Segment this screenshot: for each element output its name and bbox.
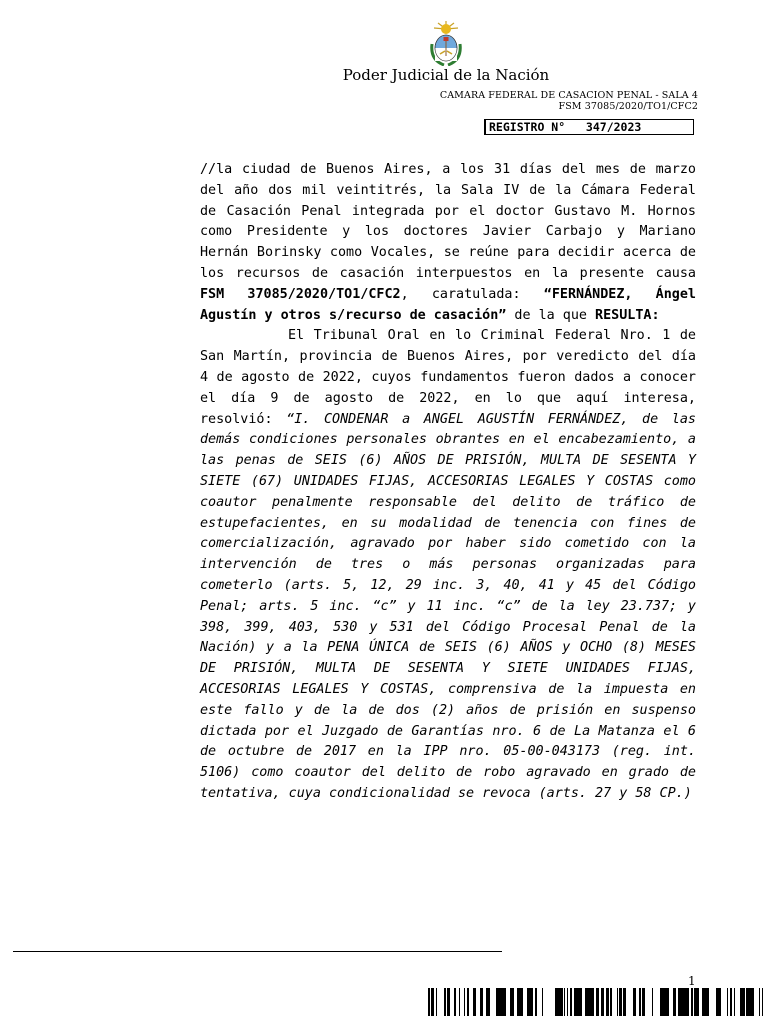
coat-of-arms-icon	[428, 20, 464, 66]
case-caption: “FERNÁNDEZ, Ángel Agustín y otros s/recurso de casación”	[200, 286, 696, 323]
case-reference: FSM 37085/2020/TO1/CFC2	[200, 286, 401, 302]
institution-name: Poder Judicial de la Nación	[342, 66, 550, 84]
document-body	[200, 160, 696, 805]
case-number: FSM 37085/2020/TO1/CFC2	[558, 101, 698, 112]
intro-text-2: , caratulada:	[400, 286, 544, 302]
ruling-quote: “I. CONDENAR a ANGEL AGUSTÍN FERNÁNDEZ, de las demás condiciones personales obrantes en el encabezamiento, a las penas de SEIS (6) AÑOS DE PRISIÓN, MULTA DE SESENTA Y SIETE (67) UNIDADES FIJAS, ACCESORIAS LEGALES Y COSTAS como coautor penalmente responsable del delito de tráfico de estupefacientes, en su modalidad de tenencia con fines de comercialización, agravado por haber sido cometido con la intervención de tres o más personas organizadas para cometerlo (arts. 5, 12, 29 inc. 3, 40, 41 y 45 del Código Penal; arts. 5 inc. “c” y 11 inc. “c” de la ley 23.737; y 398, 399, 403, 530 y 531 del Código Procesal Penal de la Nación) y a la PENA ÚNICA de SEIS (6) AÑOS y OCHO (8) MESES DE PRISIÓN, MULTA DE SESENTA Y SIETE UNIDADES FIJAS, ACCESORIAS LEGALES Y COSTAS, comprensiva de la impuesta en este fallo y de la de dos (2) años de prisión en suspenso dictada por el Juzgado de Garantías nro. 6 de La Matanza el 6 de octubre de 2017 en la IPP nro. 05-00-043173 (reg. int. 5106) como coautor del delito de robo agravado en grado de tentativa, cuya condicionalidad se revoca (arts. 27 y 58 CP.)	[200, 411, 696, 801]
page-number: 1	[688, 974, 696, 988]
intro-text: //la ciudad de Buenos Aires, a los 31 días del mes de marzo del año dos mil veintitrés, la Sala IV de la Cámara Federal de Casación Penal integrada por el doctor Gustavo M. Hornos como Presidente y los doctores Javier Carbajo y Mariano Hernán Borinsky como Vocales, se reúne para decidir acerca de los recursos de casación interpuestos en la presente causa	[200, 162, 696, 281]
intro-paragraph	[200, 160, 696, 326]
barcode-icon	[428, 988, 763, 1016]
chamber-name: CAMARA FEDERAL DE CASACION PENAL - SALA 4	[439, 90, 698, 101]
ruling-text: El Tribunal Oral en lo Criminal Federal Nro. 1 de San Martín, provincia de Buenos Aires, por veredicto del día 4 de agosto de 2022, cuyos fundamentos fueron dados a conocer el día 9 de agosto de 2022, en lo que aquí interesa, resolvió:	[200, 328, 696, 427]
intro-text-3: de la que	[506, 307, 596, 323]
resulta-heading: RESULTA:	[595, 307, 660, 323]
footer-divider	[13, 951, 502, 952]
registro-box: REGISTRO N° 347/2023	[484, 119, 694, 135]
ruling-paragraph	[200, 326, 696, 804]
